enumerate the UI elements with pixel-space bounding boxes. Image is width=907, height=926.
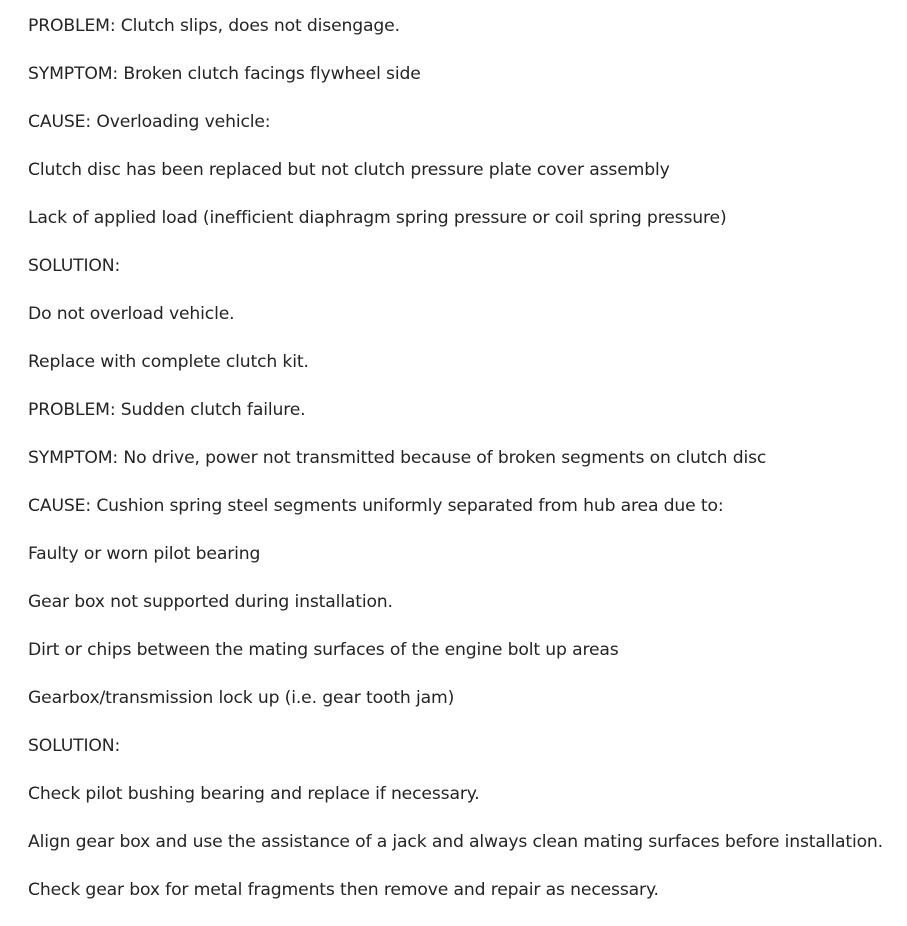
problem-2-line: PROBLEM: Sudden clutch failure. [28,400,306,420]
cause-2-line: CAUSE: Cushion spring steel segments uniformly separated from hub area due to: [28,496,724,516]
solution-2-step-1: Check pilot bushing bearing and replace if necessary. [28,784,480,804]
solution-1-heading: SOLUTION: [28,256,121,276]
solution-1-step-2: Replace with complete clutch kit. [28,352,309,372]
cause-1-detail-2: Lack of applied load (inefficient diaphragm spring pressure or coil spring pressure) [28,208,727,228]
cause-1-detail-1: Clutch disc has been replaced but not clutch pressure plate cover assembly [28,160,670,180]
troubleshooting-text [28,14,898,926]
cause-2-detail-4: Gearbox/transmission lock up (i.e. gear tooth jam) [28,688,455,708]
cause-2-detail-2: Gear box not supported during installation. [28,592,393,612]
cause-1-line: CAUSE: Overloading vehicle: [28,112,271,132]
solution-2-heading: SOLUTION: [28,736,121,756]
solution-2-step-2: Align gear box and use the assistance of a jack and always clean mating surfaces before installation. [28,832,883,852]
symptom-2-line: SYMPTOM: No drive, power not transmitted because of broken segments on clutch disc [28,448,767,468]
problem-1-line: PROBLEM: Clutch slips, does not disengage. [28,16,400,36]
solution-2-step-3: Check gear box for metal fragments then remove and repair as necessary. [28,880,659,900]
solution-1-step-1: Do not overload vehicle. [28,304,235,324]
cause-2-detail-1: Faulty or worn pilot bearing [28,544,261,564]
cause-2-detail-3: Dirt or chips between the mating surfaces of the engine bolt up areas [28,640,619,660]
symptom-1-line: SYMPTOM: Broken clutch facings flywheel side [28,64,421,84]
